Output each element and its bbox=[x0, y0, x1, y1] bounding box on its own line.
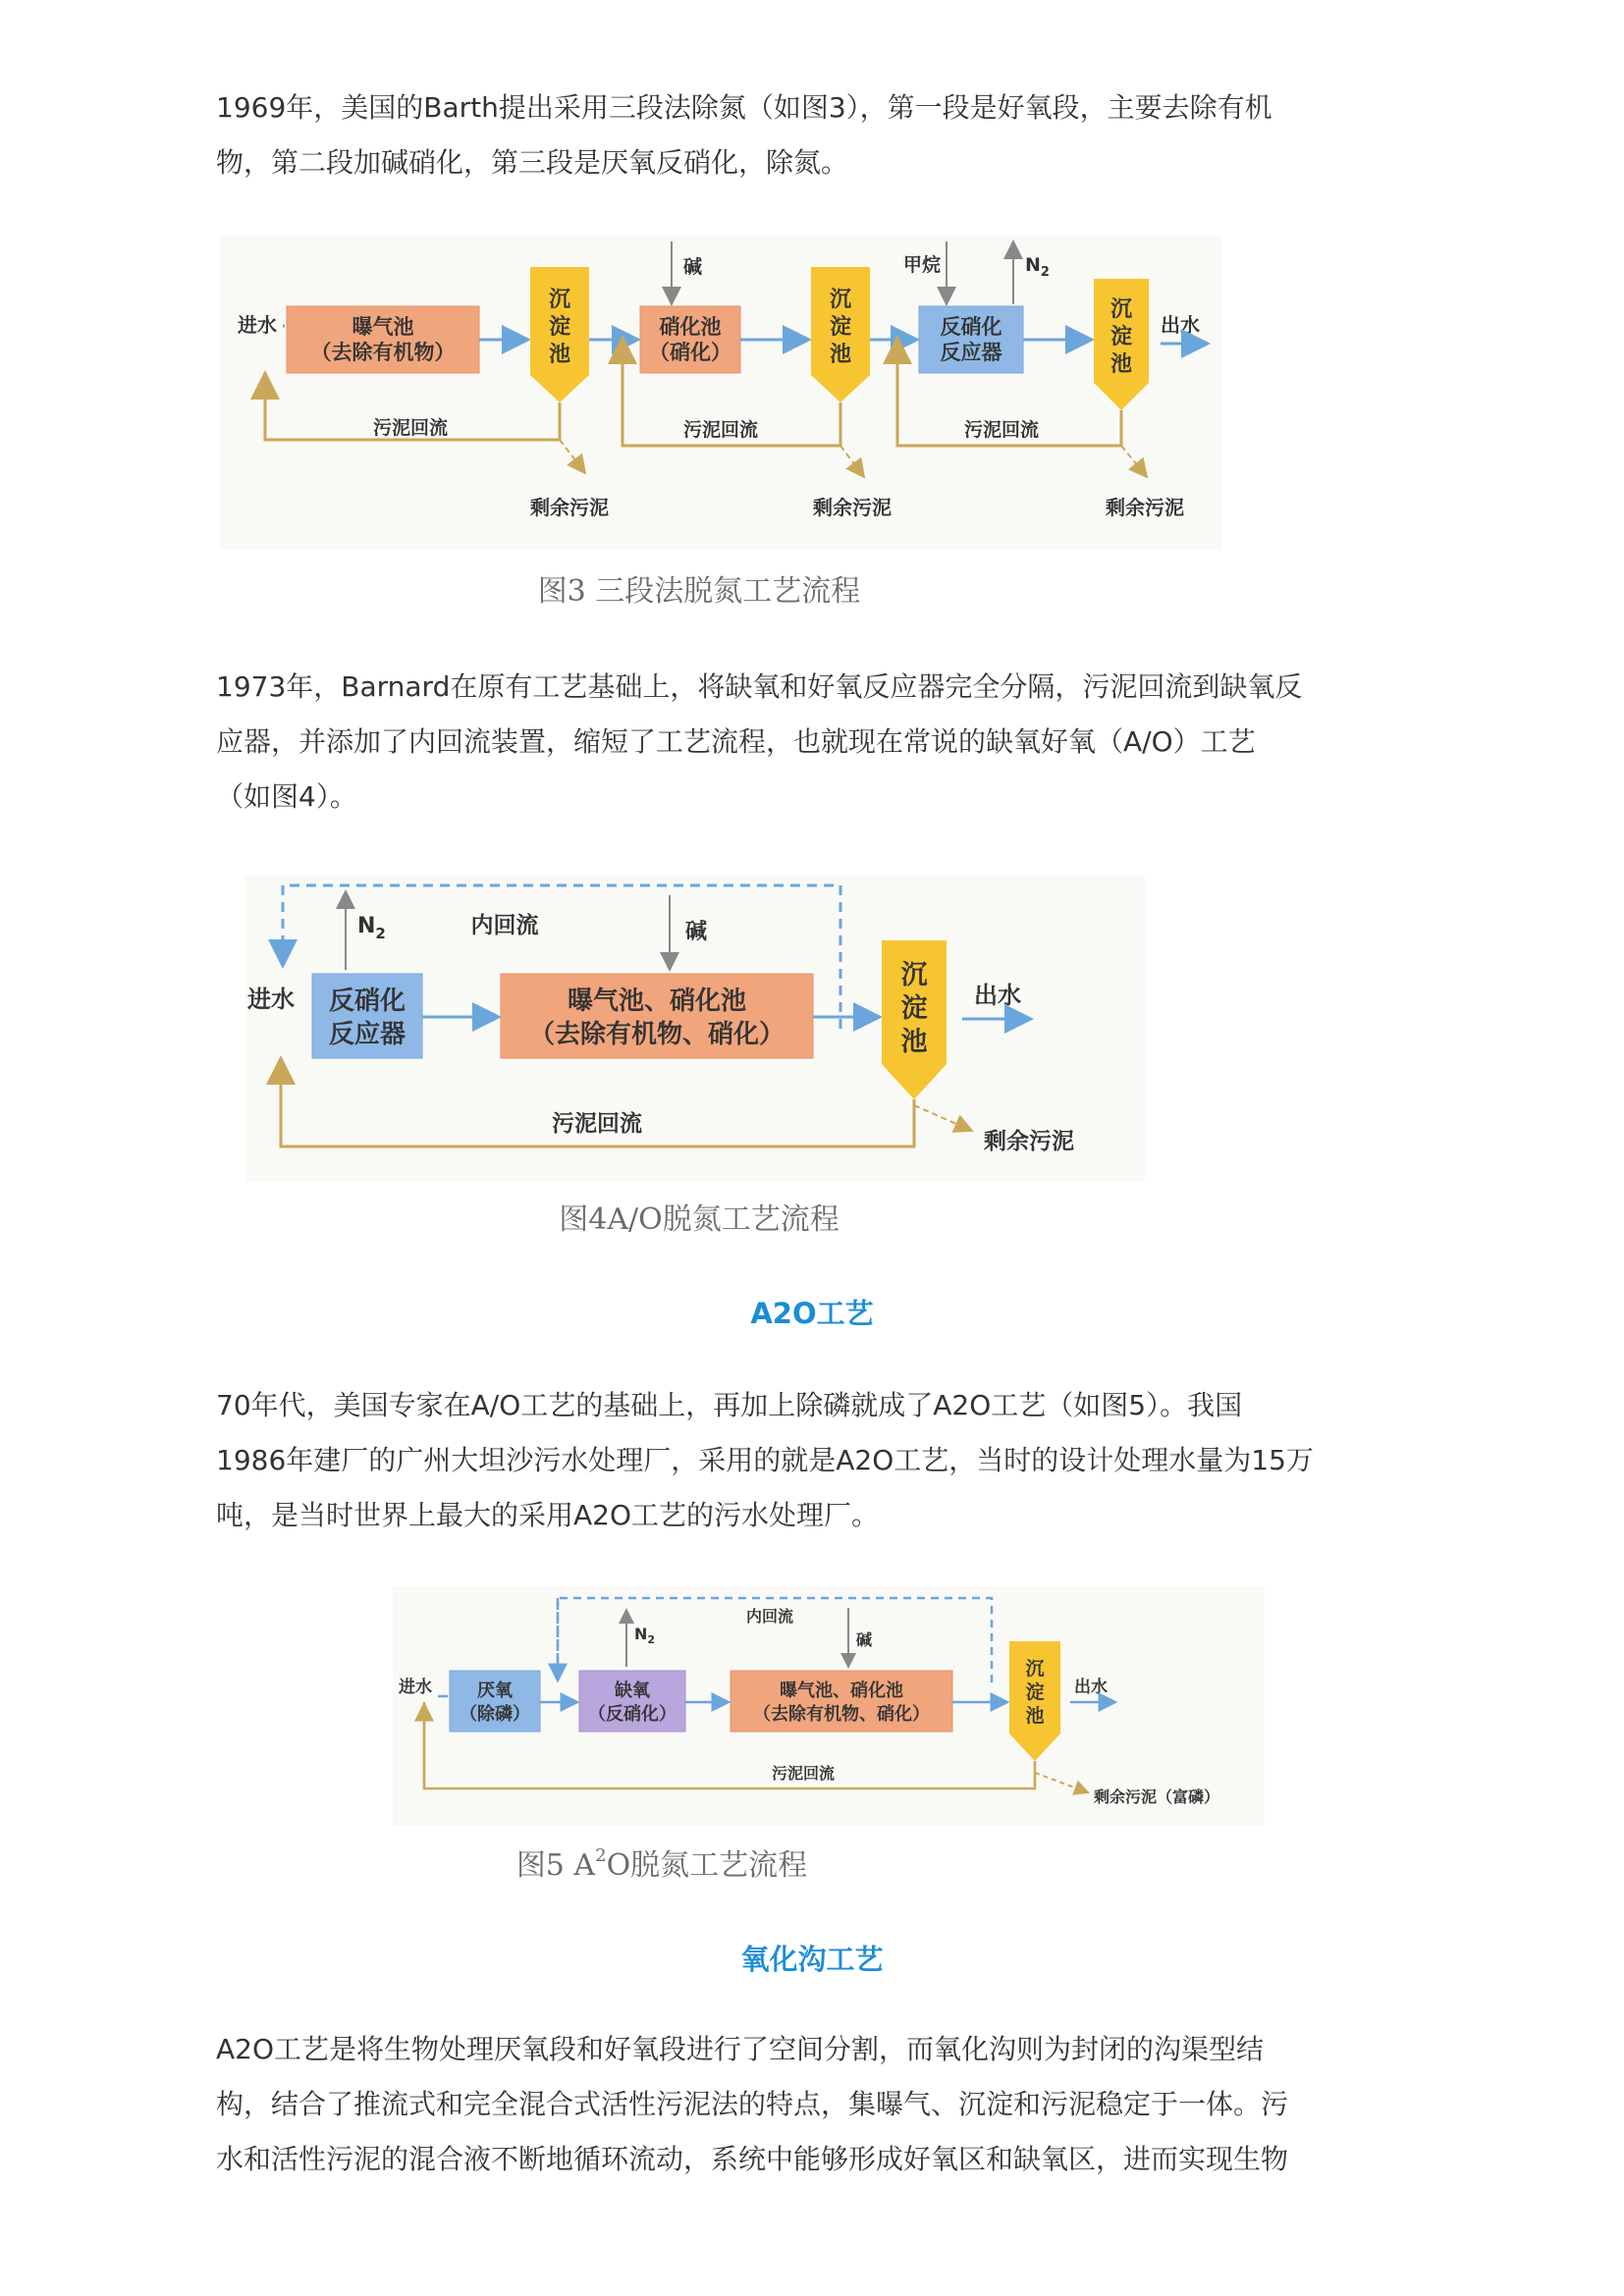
excess-sludge-label: 剩余污泥 bbox=[813, 496, 892, 519]
excess-sludge-label: 剩余污泥 bbox=[1106, 496, 1184, 519]
internal-return-label: 内回流 bbox=[745, 1607, 794, 1626]
paragraph-line: 1973年，Barnard在原有工艺基础上，将缺氧和好氧反应器完全分隔，污泥回流到缺氧反 bbox=[216, 670, 1303, 703]
paragraph-line: 70年代，美国专家在A/O工艺的基础上，再加上除磷就成了A2O工艺（如图5）。我国 bbox=[216, 1389, 1243, 1421]
outlet-label: 出水 bbox=[974, 982, 1021, 1009]
paragraph-line: 1986年建厂的广州大坦沙污水处理厂，采用的就是A2O工艺，当时的设计处理水量为15万 bbox=[216, 1444, 1314, 1476]
sludge-return-label: 污泥回流 bbox=[963, 419, 1040, 441]
alkali-label: 碱 bbox=[856, 1630, 873, 1649]
n2-label: $N_2$ bbox=[634, 1625, 656, 1646]
figure-4-diagram bbox=[226, 872, 1168, 1255]
sludge-return-label: 污泥回流 bbox=[552, 1111, 642, 1137]
aeration-tank-sublabel: （去除有机物） bbox=[310, 341, 456, 364]
sludge-return-label: 污泥回流 bbox=[372, 417, 449, 439]
figure-3-three-stage-process bbox=[216, 228, 1237, 640]
paragraph-barth bbox=[216, 80, 1426, 190]
aeration-nitrification-label: 曝气池、硝化池 bbox=[780, 1681, 903, 1701]
tank-char: 沉 bbox=[1110, 297, 1133, 322]
anaerobic-sublabel: （除磷） bbox=[460, 1704, 530, 1725]
paragraph-line: 吨，是当时世界上最大的采用A2O工艺的污水处理厂。 bbox=[216, 1499, 880, 1531]
paragraph-line: 1969年，美国的Barth提出采用三段法除氮（如图3），第一段是好氧段，主要去除有机 bbox=[216, 91, 1272, 124]
denitrification-reactor-sublabel: 反应器 bbox=[940, 341, 1002, 364]
anoxic-label: 缺氧 bbox=[615, 1681, 650, 1701]
figure-5-diagram bbox=[391, 1586, 1274, 1896]
figure-3-diagram bbox=[216, 228, 1237, 640]
figure-3-caption: 图3 三段法脱氮工艺流程 bbox=[537, 574, 861, 609]
anoxic-sublabel: （反硝化） bbox=[588, 1704, 677, 1725]
paragraph-line: A2O工艺是将生物处理厌氧段和好氧段进行了空间分割，而氧化沟则为封闭的沟渠型结 bbox=[216, 2033, 1265, 2065]
outlet-label: 出水 bbox=[1161, 313, 1200, 337]
internal-return-label: 内回流 bbox=[470, 913, 539, 938]
section-heading-oxidation-ditch: 氧化沟工艺 bbox=[740, 1943, 884, 1976]
paragraph-line: 应器，并添加了内回流装置，缩短了工艺流程，也就现在常说的缺氧好氧（A/O）工艺 bbox=[216, 725, 1256, 758]
tank-char: 池 bbox=[1025, 1705, 1045, 1727]
excess-sludge-label: 剩余污泥（富磷） bbox=[1094, 1788, 1220, 1806]
figure-4-caption: 图4A/O脱氮工艺流程 bbox=[559, 1202, 839, 1237]
tank-char: 淀 bbox=[1025, 1682, 1045, 1703]
excess-sludge-label: 剩余污泥 bbox=[530, 496, 609, 519]
outlet-label: 出水 bbox=[1074, 1678, 1108, 1697]
tank-char: 淀 bbox=[900, 993, 928, 1024]
n2-label: $N_2$ bbox=[357, 914, 386, 942]
tank-char: 沉 bbox=[548, 288, 571, 312]
tank-char: 池 bbox=[900, 1027, 928, 1057]
tank-char: 沉 bbox=[829, 288, 852, 312]
anaerobic-label: 厌氧 bbox=[477, 1681, 513, 1701]
tank-char: 淀 bbox=[1110, 325, 1133, 349]
inlet-label: 进水 bbox=[399, 1678, 432, 1697]
n2-label: $N_2$ bbox=[1025, 254, 1050, 280]
denitrification-reactor-label: 反硝化 bbox=[328, 987, 406, 1016]
paragraph-line: 构，结合了推流式和完全混合式活性污泥法的特点，集曝气、沉淀和污泥稳定于一体。污 bbox=[216, 2088, 1289, 2120]
figure-4-ao-process bbox=[226, 872, 1168, 1255]
nitrification-tank-sublabel: （硝化） bbox=[649, 341, 731, 364]
figure-3-background bbox=[220, 236, 1221, 550]
aeration-nitrification-sublabel: （去除有机物、硝化） bbox=[753, 1704, 930, 1725]
excess-sludge-label: 剩余污泥 bbox=[984, 1129, 1074, 1154]
figure-5-caption: 图5 $A^2O$脱氮工艺流程 bbox=[515, 1845, 808, 1883]
alkali-label: 碱 bbox=[683, 256, 703, 278]
paragraph-oxidation-ditch bbox=[216, 2022, 1426, 2187]
inlet-label: 进水 bbox=[247, 986, 295, 1013]
paragraph-line: （如图4）。 bbox=[216, 780, 357, 813]
paragraph-a2o bbox=[216, 1378, 1426, 1543]
methanol-label: 甲烷 bbox=[903, 254, 942, 276]
nitrification-tank-label: 硝化池 bbox=[659, 315, 722, 339]
denitrification-reactor-label: 反硝化 bbox=[940, 315, 1002, 339]
paragraph-barnard bbox=[216, 660, 1426, 825]
paragraph-line: 水和活性污泥的混合液不断地循环流动，系统中能够形成好氧区和缺氧区，进而实现生物 bbox=[216, 2143, 1289, 2175]
paragraph-line: 物，第二段加碱硝化，第三段是厌氧反硝化，除氮。 bbox=[216, 146, 849, 179]
sludge-return-label: 污泥回流 bbox=[771, 1764, 836, 1783]
inlet-label: 进水 bbox=[238, 313, 277, 337]
alkali-label: 碱 bbox=[685, 920, 708, 944]
tank-char: 淀 bbox=[829, 315, 852, 340]
denitrification-reactor-sublabel: 反应器 bbox=[328, 1020, 406, 1049]
tank-char: 池 bbox=[548, 343, 571, 367]
sludge-return-label: 污泥回流 bbox=[682, 419, 759, 441]
section-heading-a2o: A2O工艺 bbox=[750, 1297, 874, 1330]
tank-char: 淀 bbox=[548, 315, 571, 340]
aeration-nitrification-sublabel: （去除有机物、硝化） bbox=[528, 1020, 785, 1049]
tank-char: 池 bbox=[829, 343, 852, 367]
figure-5-a2o-process bbox=[391, 1586, 1274, 1896]
tank-char: 池 bbox=[1110, 352, 1133, 377]
aeration-nitrification-label: 曝气池、硝化池 bbox=[567, 987, 747, 1016]
tank-char: 沉 bbox=[1025, 1658, 1045, 1680]
aeration-tank-label: 曝气池 bbox=[352, 315, 414, 339]
tank-char: 沉 bbox=[900, 960, 928, 990]
